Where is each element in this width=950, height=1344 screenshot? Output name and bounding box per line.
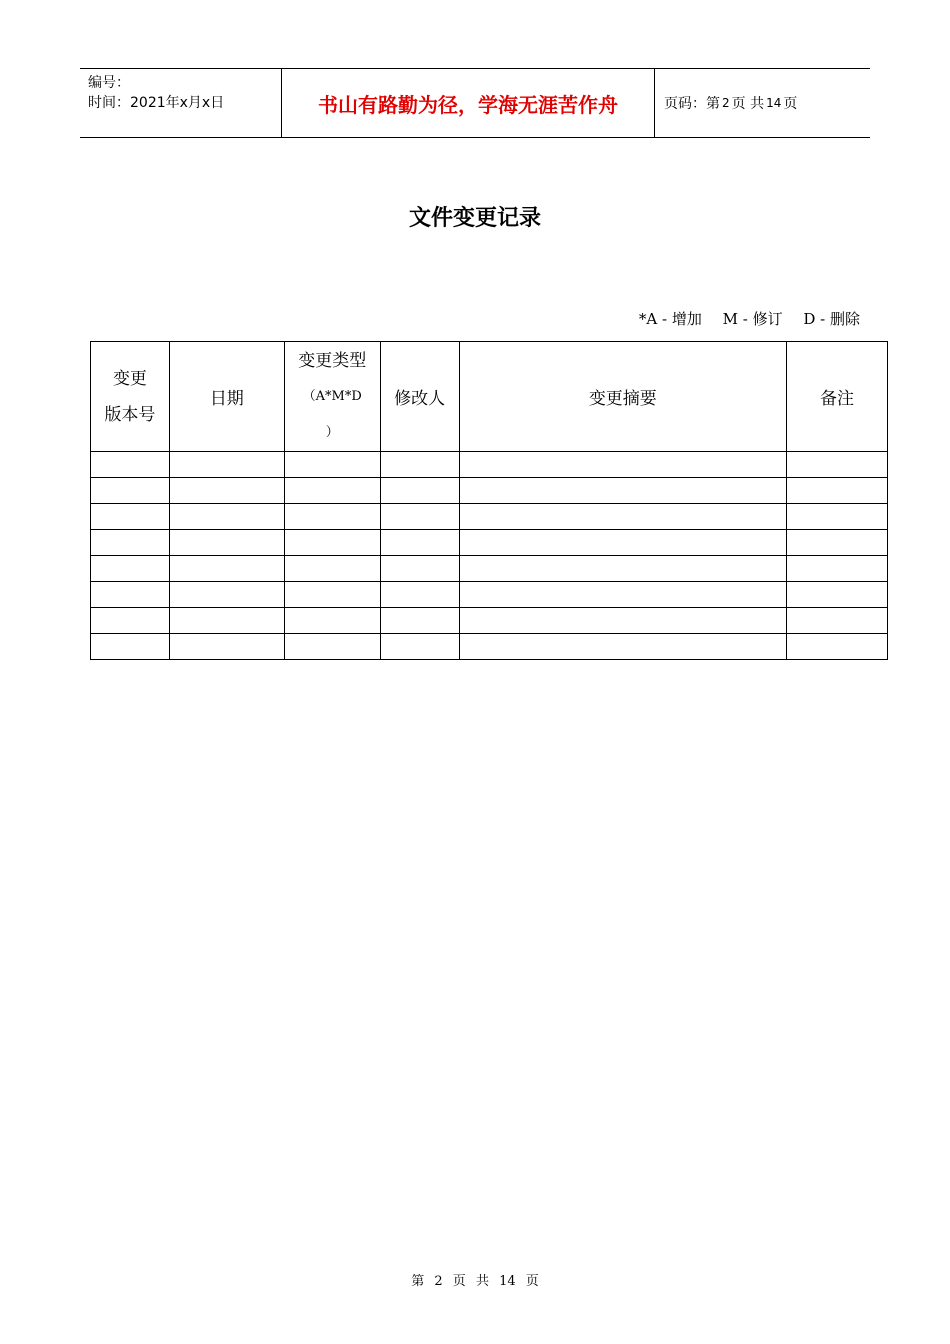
document-time-label: 时间：2021年x月x日 — [88, 95, 225, 111]
header-editor: 修改人 — [380, 342, 459, 452]
table-cell — [459, 452, 787, 478]
table-cell — [169, 582, 284, 608]
table-cell — [380, 582, 459, 608]
table-cell — [284, 478, 380, 504]
footer-mid1: 页 — [452, 1274, 466, 1289]
table-cell — [169, 608, 284, 634]
legend-add: *A - 增加 — [638, 310, 702, 328]
table-cell — [284, 452, 380, 478]
page-suffix: 页 — [783, 96, 798, 112]
table-cell — [284, 530, 380, 556]
table-cell — [787, 582, 888, 608]
legend-delete: D - 删除 — [803, 310, 860, 328]
footer-mid2: 共 — [475, 1274, 489, 1289]
document-number-label: 编号： — [88, 75, 130, 91]
table-row — [91, 556, 888, 582]
table-cell — [787, 478, 888, 504]
header-motto: 书山有路勤为径，学海无涯苦作舟 — [318, 92, 618, 117]
table-row — [91, 452, 888, 478]
table-cell — [380, 452, 459, 478]
table-cell — [787, 556, 888, 582]
table-cell — [91, 452, 170, 478]
table-cell — [284, 582, 380, 608]
table-cell — [284, 634, 380, 660]
table-cell — [787, 530, 888, 556]
page-footer — [0, 1270, 950, 1289]
page-mid: 页 共 — [731, 96, 765, 112]
table-cell — [91, 556, 170, 582]
page-total: 14 — [766, 96, 782, 110]
table-cell — [787, 504, 888, 530]
table-cell — [380, 530, 459, 556]
table-cell — [380, 504, 459, 530]
table-cell — [284, 608, 380, 634]
table-cell — [169, 478, 284, 504]
table-cell — [787, 608, 888, 634]
header-change-type: 变更类型 （A*M*D ） — [284, 342, 380, 452]
legend-modify: M - 修订 — [722, 310, 783, 328]
table-header-row — [91, 342, 888, 452]
table-cell — [787, 452, 888, 478]
table-cell — [459, 582, 787, 608]
table-cell — [91, 634, 170, 660]
table-cell — [380, 478, 459, 504]
header-meta — [88, 73, 224, 113]
table-cell — [459, 556, 787, 582]
table-cell — [91, 582, 170, 608]
page-header — [80, 68, 870, 138]
footer-total: 14 — [499, 1274, 516, 1289]
table-cell — [169, 634, 284, 660]
table-body — [91, 452, 888, 660]
header-version: 变更 版本号 — [91, 342, 170, 452]
table-cell — [91, 608, 170, 634]
footer-suffix: 页 — [525, 1274, 539, 1289]
table-cell — [169, 504, 284, 530]
table-cell — [459, 608, 787, 634]
change-record-table — [90, 341, 888, 660]
header-summary: 变更摘要 — [459, 342, 787, 452]
page-current: 2 — [722, 96, 730, 110]
table-cell — [380, 556, 459, 582]
table-row — [91, 608, 888, 634]
footer-prefix: 第 — [411, 1274, 425, 1289]
table-cell — [380, 634, 459, 660]
table-cell — [91, 478, 170, 504]
table-cell — [459, 504, 787, 530]
table-cell — [787, 634, 888, 660]
table-cell — [169, 556, 284, 582]
header-divider — [654, 69, 655, 137]
page-title: 文件变更记录 — [408, 205, 541, 231]
table-cell — [91, 504, 170, 530]
page-prefix: 页码：第 — [664, 96, 720, 112]
table-cell — [380, 608, 459, 634]
table-row — [91, 504, 888, 530]
table-row — [91, 634, 888, 660]
table-cell — [284, 504, 380, 530]
table-cell — [459, 634, 787, 660]
header-date: 日期 — [169, 342, 284, 452]
table-cell — [459, 478, 787, 504]
table-row — [91, 478, 888, 504]
table-cell — [169, 452, 284, 478]
table-cell — [284, 556, 380, 582]
table-cell — [91, 530, 170, 556]
table-cell — [169, 530, 284, 556]
header-page-info — [664, 69, 797, 137]
table-row — [91, 582, 888, 608]
header-remarks: 备注 — [787, 342, 888, 452]
table-row — [91, 530, 888, 556]
change-type-legend — [639, 308, 860, 329]
table-cell — [459, 530, 787, 556]
footer-current: 2 — [434, 1274, 443, 1289]
